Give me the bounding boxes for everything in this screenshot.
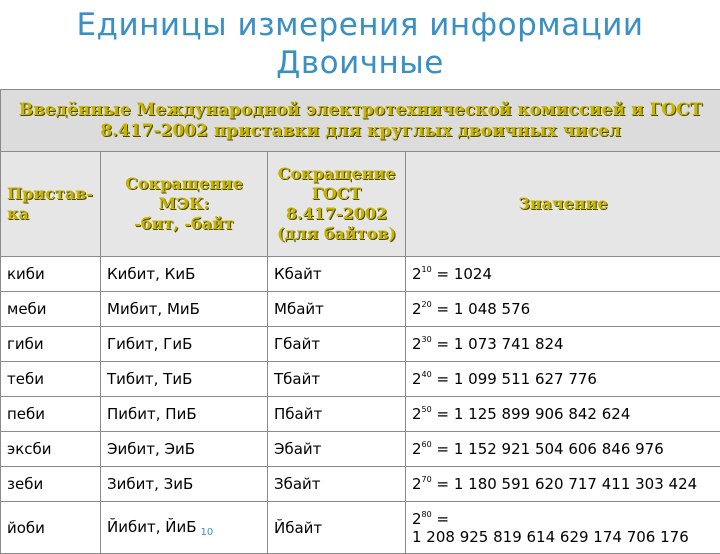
value-exponent: 20	[422, 300, 432, 309]
cell-prefix: гиби	[1, 327, 101, 362]
title-line-1: Единицы измерения информации	[0, 6, 720, 44]
value-result-line-2: 1 208 925 819 614 629 174 706 176	[412, 528, 714, 546]
caption-line-2: 8.417-2002 приставки для круглых двоичных чисел	[7, 121, 714, 142]
cell-iec: Зибит, ЗиБ	[101, 467, 268, 502]
header-iec-line-3: -бит, -байт	[107, 214, 261, 234]
header-prefix	[1, 152, 101, 257]
cell-iec: Гибит, ГиБ	[101, 327, 268, 362]
cell-prefix: меби	[1, 292, 101, 327]
value-exponent: 70	[422, 475, 432, 484]
header-prefix-line-2: ка	[7, 204, 94, 224]
table-row	[1, 502, 720, 554]
table-row	[1, 397, 720, 432]
cell-iec: Эибит, ЭиБ	[101, 432, 268, 467]
value-result: = 1 180 591 620 717 411 303 424	[432, 475, 697, 493]
table-row	[1, 432, 720, 467]
value-exponent: 60	[422, 440, 432, 449]
cell-iec-text: Йибит, ЙиБ	[107, 518, 197, 536]
value-base: 2	[412, 335, 422, 353]
cell-prefix: пеби	[1, 397, 101, 432]
header-prefix-line-1: Пристав-	[7, 184, 94, 204]
cell-prefix: зеби	[1, 467, 101, 502]
value-base: 2	[412, 510, 422, 528]
caption-line-1: Введённые Международной электротехнической комиссией и ГОСТ	[7, 100, 714, 121]
table-row	[1, 292, 720, 327]
cell-prefix: киби	[1, 257, 101, 292]
cell-gost: Эбайт	[268, 432, 406, 467]
table-row	[1, 362, 720, 397]
cell-gost: Йбайт	[268, 502, 406, 554]
value-result: = 1 152 921 504 606 846 976	[432, 440, 664, 458]
table-row	[1, 257, 720, 292]
value-exponent: 80	[422, 510, 432, 519]
cell-gost: Тбайт	[268, 362, 406, 397]
cell-gost: Пбайт	[268, 397, 406, 432]
header-gost-line-2: ГОСТ	[274, 184, 399, 204]
table-caption-row	[1, 90, 720, 152]
cell-iec	[101, 502, 268, 554]
value-result: = 1 048 576	[432, 300, 530, 318]
cell-iec: Тибит, ТиБ	[101, 362, 268, 397]
value-base: 2	[412, 440, 422, 458]
value-base: 2	[412, 265, 422, 283]
header-gost-line-3: 8.417-2002	[274, 204, 399, 224]
cell-prefix: йоби	[1, 502, 101, 554]
title-line-2: Двоичные	[0, 44, 720, 82]
cell-prefix: теби	[1, 362, 101, 397]
value-result: =	[432, 510, 449, 528]
header-value-label: Значение	[412, 194, 714, 214]
value-result: = 1024	[432, 265, 492, 283]
header-value	[406, 152, 720, 257]
binary-prefixes-table	[0, 89, 720, 554]
value-base: 2	[412, 475, 422, 493]
cell-iec: Мибит, МиБ	[101, 292, 268, 327]
value-exponent: 50	[422, 405, 432, 414]
table-caption	[1, 90, 720, 152]
value-base: 2	[412, 370, 422, 388]
table-row	[1, 467, 720, 502]
value-result: = 1 099 511 627 776	[432, 370, 597, 388]
cell-value	[406, 502, 720, 554]
cell-value	[406, 397, 720, 432]
cell-gost: Мбайт	[268, 292, 406, 327]
cell-gost: Збайт	[268, 467, 406, 502]
cell-iec: Пибит, ПиБ	[101, 397, 268, 432]
header-iec-line-2: МЭК:	[107, 194, 261, 214]
cell-value	[406, 432, 720, 467]
cell-iec: Кибит, КиБ	[101, 257, 268, 292]
cell-value	[406, 362, 720, 397]
value-exponent: 40	[422, 370, 432, 379]
table-row	[1, 327, 720, 362]
column-header-row	[1, 152, 720, 257]
cell-gost: Кбайт	[268, 257, 406, 292]
header-gost	[268, 152, 406, 257]
cell-value	[406, 257, 720, 292]
header-iec	[101, 152, 268, 257]
value-result: = 1 125 899 906 842 624	[432, 405, 631, 423]
cell-gost: Гбайт	[268, 327, 406, 362]
cell-value	[406, 292, 720, 327]
header-gost-line-4: (для байтов)	[274, 224, 399, 244]
value-exponent: 10	[422, 265, 432, 274]
header-gost-line-1: Сокращение	[274, 164, 399, 184]
value-exponent: 30	[422, 335, 432, 344]
cell-prefix: эксби	[1, 432, 101, 467]
cell-value	[406, 327, 720, 362]
value-base: 2	[412, 405, 422, 423]
slide-number: 10	[201, 527, 214, 538]
cell-value	[406, 467, 720, 502]
slide-title	[0, 0, 720, 88]
header-iec-line-1: Сокращение	[107, 174, 261, 194]
value-base: 2	[412, 300, 422, 318]
value-result: = 1 073 741 824	[432, 335, 564, 353]
